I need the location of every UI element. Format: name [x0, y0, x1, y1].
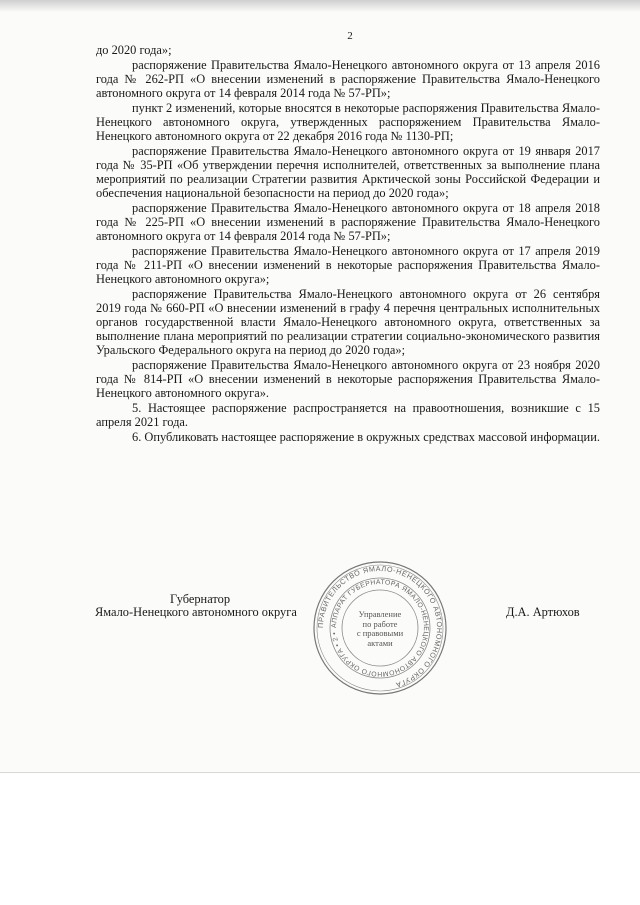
paragraph: распоряжение Правительства Ямало-Ненецкого автономного округа от 13 апреля 2016 года № 262-РП «О внесении изменений в распоряжение Правительства Ямало-Ненецкого автономного округа от 14 февраля 2014 года № 57-РП»;	[96, 58, 600, 100]
stamp-outer-ring-text: ПРАВИТЕЛЬСТВО ЯМАЛО-НЕНЕЦКОГО АВТОНОМНОГО ОКРУГА	[315, 563, 445, 690]
signatory-organization: Ямало-Ненецкого автономного округа	[95, 605, 297, 619]
paragraph: до 2020 года»;	[96, 43, 172, 57]
stamp-line: Управление	[358, 609, 402, 619]
paragraph: пункт 2 изменений, которые вносятся в некоторые распоряжения Правительства Ямало-Ненецкого автономного округа, утвержденных распоряжением Правительства Ямало-Ненецкого автономного округа от 22 декабря 2016 года № 1130-РП;	[96, 101, 600, 143]
paragraph-clause-5: 5. Настоящее распоряжение распространяется на правоотношения, возникшие с 15 апреля 2021 года.	[96, 401, 600, 429]
paragraph: распоряжение Правительства Ямало-Ненецкого автономного округа от 18 апреля 2018 года № 225-РП «О внесении изменений в распоряжение Правительства Ямало-Ненецкого автономного округа от 14 февраля 2014 года № 57-РП»;	[96, 201, 600, 243]
stamp-line: актами	[367, 637, 393, 648]
document-body	[96, 43, 600, 444]
paragraph: распоряжение Правительства Ямало-Ненецкого автономного округа от 26 сентября 2019 года № 660-РП «О внесении изменений в графу 4 перечня центральных исполнительных органов государственной власти Ямало-Ненецкого автономного округа, ответственных за выполнение плана мероприятий по реализации стратегии социально-экономического развития Уральского Федерального округа на период до 2020 года»;	[96, 287, 600, 357]
page-number: 2	[347, 30, 353, 42]
stamp-line: с правовыми	[356, 628, 404, 638]
official-stamp	[312, 560, 448, 696]
signatory-name: Д.А. Артюхов	[506, 605, 580, 619]
paragraph: распоряжение Правительства Ямало-Ненецкого автономного округа от 23 ноября 2020 года № 814-РП «О внесении изменений в некоторые распоряжения Правительства Ямало-Ненецкого автономного округа».	[96, 358, 600, 400]
signatory-title: Губернатор	[170, 592, 231, 606]
stamp-line: по работе	[362, 618, 398, 629]
paragraph: распоряжение Правительства Ямало-Ненецкого автономного округа от 17 апреля 2019 года № 211-РП «О внесении изменений в некоторые распоряжения Правительства Ямало-Ненецкого автономного округа»;	[96, 244, 600, 286]
stamp-inner-ring-text: АППАРАТ ГУБЕРНАТОРА ЯМАЛО-НЕНЕЦКОГО АВТОНОМНОГО ОКРУГА • 2 •	[330, 578, 430, 678]
scan-edge-shadow	[0, 0, 640, 12]
stamp-center-text	[346, 610, 414, 648]
paragraph-clause-6: 6. Опубликовать настоящее распоряжение в окружных средствах массовой информации.	[132, 430, 600, 444]
paragraph: распоряжение Правительства Ямало-Ненецкого автономного округа от 19 января 2017 года № 35-РП «Об утверждении перечня исполнителей, ответственных за выполнение плана мероприятий по реализации Стратегии развития Арктической зоны Российской Федерации и обеспечения национальной безопасности на период до 2020 года»;	[96, 144, 600, 200]
